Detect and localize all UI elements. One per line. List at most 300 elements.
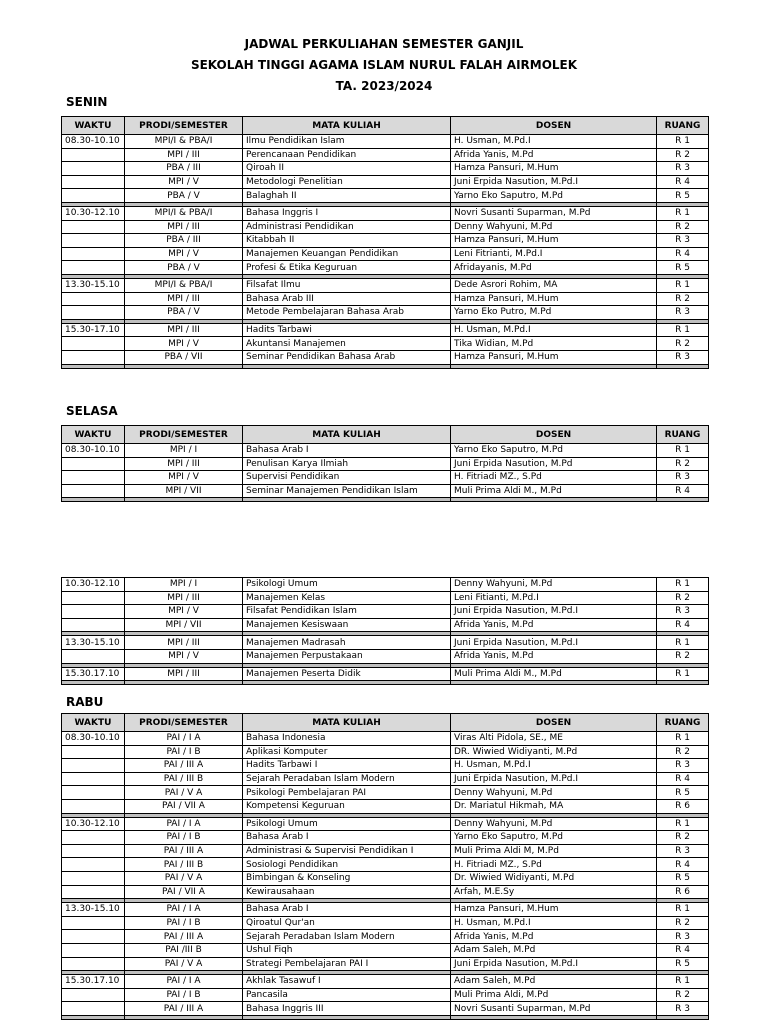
- cell-dosen: Hamza Pansuri, M.Hum: [451, 292, 657, 306]
- cell-ruang: R 3: [657, 306, 709, 320]
- cell-ruang: R 1: [657, 135, 709, 149]
- table-row: [62, 844, 709, 858]
- cell-dosen: Muli Prima Aldi, M.Pd: [451, 988, 657, 1002]
- cell-dosen: Afridayanis, M.Pd: [451, 261, 657, 275]
- group-separator: [62, 498, 709, 502]
- cell-waktu: [62, 649, 125, 663]
- cell-waktu: [62, 306, 125, 320]
- cell-prodi: MPI / VII: [125, 618, 243, 632]
- table-row: [62, 799, 709, 813]
- cell-waktu: [62, 591, 125, 605]
- cell-dosen: Hamza Pansuri, M.Hum: [451, 234, 657, 248]
- cell-mata-kuliah: Manajemen Kelas: [243, 591, 451, 605]
- schedule-table-senin: [61, 116, 709, 369]
- separator-cell: [243, 681, 451, 685]
- column-header-prodi: PRODI/SEMESTER: [125, 714, 243, 732]
- cell-dosen: Novri Susanti Suparman, M.Pd: [451, 206, 657, 220]
- column-header-ruang: RUANG: [657, 714, 709, 732]
- cell-mata-kuliah: Bahasa Inggris III: [243, 1002, 451, 1016]
- cell-ruang: R 3: [657, 605, 709, 619]
- cell-prodi: MPI / I: [125, 444, 243, 458]
- cell-dosen: Afrida Yanis, M.Pd: [451, 930, 657, 944]
- cell-prodi: PAI / VII A: [125, 885, 243, 899]
- cell-dosen: Novri Susanti Suparman, M.Pd: [451, 1002, 657, 1016]
- cell-ruang: R 5: [657, 189, 709, 203]
- cell-prodi: MPI / V: [125, 649, 243, 663]
- separator-cell: [125, 498, 243, 502]
- cell-waktu: 15.30.17.10: [62, 667, 125, 681]
- cell-dosen: Denny Wahyuni, M.Pd: [451, 786, 657, 800]
- cell-prodi: MPI / VII: [125, 484, 243, 498]
- cell-prodi: MPI / V: [125, 471, 243, 485]
- cell-ruang: R 3: [657, 844, 709, 858]
- cell-dosen: H. Usman, M.Pd.I: [451, 916, 657, 930]
- cell-waktu: [62, 844, 125, 858]
- cell-prodi: MPI / III: [125, 323, 243, 337]
- table-row: [62, 759, 709, 773]
- column-header-waktu: WAKTU: [62, 426, 125, 444]
- cell-mata-kuliah: Supervisi Pendidikan: [243, 471, 451, 485]
- day-label-rabu: RABU: [66, 695, 104, 709]
- cell-ruang: R 1: [657, 323, 709, 337]
- cell-dosen: Afrida Yanis, M.Pd: [451, 618, 657, 632]
- cell-dosen: H. Usman, M.Pd.I: [451, 323, 657, 337]
- cell-mata-kuliah: Sejarah Peradaban Islam Modern: [243, 930, 451, 944]
- cell-waktu: [62, 943, 125, 957]
- cell-waktu: [62, 957, 125, 971]
- table-row: [62, 636, 709, 650]
- group-separator: [62, 1015, 709, 1019]
- group-separator: [62, 681, 709, 685]
- cell-ruang: R 1: [657, 903, 709, 917]
- table-row: [62, 916, 709, 930]
- cell-ruang: R 2: [657, 745, 709, 759]
- separator-cell: [657, 364, 709, 368]
- title-line-2: SEKOLAH TINGGI AGAMA ISLAM NURUL FALAH AIRMOLEK: [190, 58, 578, 72]
- table-row: [62, 135, 709, 149]
- cell-ruang: R 3: [657, 350, 709, 364]
- table-row: [62, 323, 709, 337]
- cell-mata-kuliah: Kitabbah II: [243, 234, 451, 248]
- cell-waktu: [62, 1002, 125, 1016]
- cell-waktu: [62, 261, 125, 275]
- cell-dosen: Dr. Mariatul Hikmah, MA: [451, 799, 657, 813]
- cell-ruang: R 1: [657, 444, 709, 458]
- cell-prodi: MPI / V: [125, 605, 243, 619]
- cell-mata-kuliah: Bahasa Indonesia: [243, 732, 451, 746]
- cell-prodi: PBA / III: [125, 234, 243, 248]
- cell-prodi: PAI /III B: [125, 943, 243, 957]
- cell-mata-kuliah: Strategi Pembelajaran PAI I: [243, 957, 451, 971]
- column-header-mata-kuliah: MATA KULIAH: [243, 714, 451, 732]
- cell-dosen: Yarno Eko Saputro, M.Pd: [451, 189, 657, 203]
- table-row: [62, 457, 709, 471]
- cell-waktu: [62, 930, 125, 944]
- cell-ruang: R 1: [657, 732, 709, 746]
- cell-waktu: [62, 988, 125, 1002]
- cell-waktu: 15.30.17.10: [62, 975, 125, 989]
- table-row: [62, 247, 709, 261]
- cell-prodi: MPI / III: [125, 667, 243, 681]
- separator-cell: [451, 364, 657, 368]
- cell-dosen: Juni Erpida Nasution, M.Pd: [451, 457, 657, 471]
- cell-prodi: PBA / V: [125, 261, 243, 275]
- cell-prodi: PAI / I A: [125, 732, 243, 746]
- title-line-1: JADWAL PERKULIAHAN SEMESTER GANJIL: [244, 37, 524, 51]
- cell-waktu: 10.30-12.10: [62, 578, 125, 592]
- cell-ruang: R 1: [657, 636, 709, 650]
- cell-waktu: [62, 871, 125, 885]
- cell-mata-kuliah: Filsafat Ilmu: [243, 278, 451, 292]
- title-line-3: TA. 2023/2024: [335, 79, 433, 93]
- separator-cell: [62, 498, 125, 502]
- cell-dosen: Yarno Eko Saputro, M.Pd: [451, 831, 657, 845]
- cell-dosen: Denny Wahyuni, M.Pd: [451, 220, 657, 234]
- cell-waktu: [62, 484, 125, 498]
- table-row: [62, 471, 709, 485]
- cell-mata-kuliah: Bahasa Arab I: [243, 444, 451, 458]
- table-row: [62, 278, 709, 292]
- cell-dosen: Muli Prima Aldi M., M.Pd: [451, 484, 657, 498]
- cell-mata-kuliah: Psikologi Umum: [243, 578, 451, 592]
- separator-cell: [243, 364, 451, 368]
- cell-dosen: Hamza Pansuri, M.Hum: [451, 350, 657, 364]
- cell-waktu: [62, 162, 125, 176]
- cell-ruang: R 3: [657, 1002, 709, 1016]
- cell-ruang: R 2: [657, 591, 709, 605]
- table-row: [62, 903, 709, 917]
- table-row: [62, 930, 709, 944]
- table-row: [62, 957, 709, 971]
- cell-dosen: Viras Alti Pidola, SE., ME: [451, 732, 657, 746]
- document-title: [0, 34, 768, 97]
- cell-mata-kuliah: Akuntansi Manajemen: [243, 337, 451, 351]
- cell-dosen: Dr. Wiwied Widiyanti, M.Pd: [451, 871, 657, 885]
- table-row: [62, 943, 709, 957]
- table-row: [62, 261, 709, 275]
- cell-prodi: PAI / III A: [125, 844, 243, 858]
- cell-prodi: PAI / I B: [125, 988, 243, 1002]
- cell-prodi: MPI / III: [125, 636, 243, 650]
- cell-dosen: Denny Wahyuni, M.Pd: [451, 817, 657, 831]
- cell-ruang: R 3: [657, 471, 709, 485]
- cell-waktu: [62, 471, 125, 485]
- cell-ruang: R 4: [657, 943, 709, 957]
- table-row: [62, 975, 709, 989]
- cell-dosen: Adam Saleh, M.Pd: [451, 975, 657, 989]
- cell-waktu: [62, 916, 125, 930]
- cell-dosen: H. Fitriadi MZ., S.Pd: [451, 471, 657, 485]
- cell-prodi: MPI / I: [125, 578, 243, 592]
- cell-mata-kuliah: Pancasila: [243, 988, 451, 1002]
- cell-waktu: [62, 350, 125, 364]
- cell-mata-kuliah: Profesi & Etika Keguruan: [243, 261, 451, 275]
- cell-waktu: [62, 799, 125, 813]
- cell-ruang: R 5: [657, 871, 709, 885]
- cell-waktu: [62, 292, 125, 306]
- cell-prodi: MPI/I & PBA/I: [125, 135, 243, 149]
- separator-cell: [62, 681, 125, 685]
- table-row: [62, 337, 709, 351]
- cell-ruang: R 4: [657, 247, 709, 261]
- table-row: [62, 578, 709, 592]
- cell-ruang: R 2: [657, 916, 709, 930]
- column-header-dosen: DOSEN: [451, 714, 657, 732]
- cell-waktu: [62, 885, 125, 899]
- cell-prodi: PBA / VII: [125, 350, 243, 364]
- separator-cell: [657, 498, 709, 502]
- cell-waktu: [62, 786, 125, 800]
- table-row: [62, 988, 709, 1002]
- cell-mata-kuliah: Manajemen Kesiswaan: [243, 618, 451, 632]
- table-row: [62, 858, 709, 872]
- cell-mata-kuliah: Akhlak Tasawuf I: [243, 975, 451, 989]
- table-row: [62, 148, 709, 162]
- table-row: [62, 1002, 709, 1016]
- cell-ruang: R 3: [657, 759, 709, 773]
- cell-mata-kuliah: Metodologi Penelitian: [243, 175, 451, 189]
- table-row: [62, 745, 709, 759]
- cell-waktu: [62, 772, 125, 786]
- cell-prodi: PAI / VII A: [125, 799, 243, 813]
- cell-ruang: R 4: [657, 484, 709, 498]
- cell-mata-kuliah: Qiroah II: [243, 162, 451, 176]
- column-header-mata-kuliah: MATA KULIAH: [243, 426, 451, 444]
- cell-mata-kuliah: Penulisan Karya Ilmiah: [243, 457, 451, 471]
- table-row: [62, 162, 709, 176]
- column-header-ruang: RUANG: [657, 117, 709, 135]
- cell-prodi: MPI/I & PBA/I: [125, 278, 243, 292]
- column-header-ruang: RUANG: [657, 426, 709, 444]
- cell-mata-kuliah: Psikologi Umum: [243, 817, 451, 831]
- cell-prodi: MPI / V: [125, 337, 243, 351]
- cell-waktu: [62, 858, 125, 872]
- cell-ruang: R 2: [657, 220, 709, 234]
- table-row: [62, 591, 709, 605]
- cell-mata-kuliah: Sejarah Peradaban Islam Modern: [243, 772, 451, 786]
- separator-cell: [125, 681, 243, 685]
- cell-mata-kuliah: Balaghah II: [243, 189, 451, 203]
- cell-mata-kuliah: Perencanaan Pendidikan: [243, 148, 451, 162]
- cell-ruang: R 2: [657, 292, 709, 306]
- column-header-waktu: WAKTU: [62, 714, 125, 732]
- separator-cell: [62, 1015, 125, 1019]
- separator-cell: [657, 681, 709, 685]
- cell-prodi: PAI / I A: [125, 903, 243, 917]
- cell-prodi: MPI / III: [125, 148, 243, 162]
- table-row: [62, 732, 709, 746]
- cell-waktu: 13.30-15.10: [62, 636, 125, 650]
- separator-cell: [451, 498, 657, 502]
- cell-ruang: R 4: [657, 772, 709, 786]
- cell-mata-kuliah: Seminar Pendidikan Bahasa Arab: [243, 350, 451, 364]
- cell-mata-kuliah: Manajemen Peserta Didik: [243, 667, 451, 681]
- cell-waktu: 13.30-15.10: [62, 903, 125, 917]
- cell-waktu: [62, 148, 125, 162]
- cell-waktu: [62, 189, 125, 203]
- table-row: [62, 189, 709, 203]
- cell-dosen: Juni Erpida Nasution, M.Pd.I: [451, 957, 657, 971]
- cell-mata-kuliah: Hadits Tarbawi I: [243, 759, 451, 773]
- cell-mata-kuliah: Administrasi & Supervisi Pendidikan I: [243, 844, 451, 858]
- cell-ruang: R 4: [657, 858, 709, 872]
- cell-prodi: PAI / I A: [125, 975, 243, 989]
- cell-prodi: MPI / III: [125, 457, 243, 471]
- cell-prodi: PAI / I A: [125, 817, 243, 831]
- cell-prodi: MPI / III: [125, 220, 243, 234]
- cell-ruang: R 1: [657, 975, 709, 989]
- cell-dosen: H. Usman, M.Pd.I: [451, 135, 657, 149]
- cell-ruang: R 5: [657, 261, 709, 275]
- cell-dosen: Hamza Pansuri, M.Hum: [451, 162, 657, 176]
- separator-cell: [243, 498, 451, 502]
- cell-ruang: R 2: [657, 457, 709, 471]
- header-row: [62, 714, 709, 732]
- cell-prodi: MPI / V: [125, 247, 243, 261]
- cell-mata-kuliah: Bahasa Arab I: [243, 831, 451, 845]
- table-row: [62, 306, 709, 320]
- cell-waktu: 08.30-10.10: [62, 135, 125, 149]
- cell-waktu: 15.30-17.10: [62, 323, 125, 337]
- cell-prodi: PAI / III A: [125, 1002, 243, 1016]
- cell-mata-kuliah: Bimbingan & Konseling: [243, 871, 451, 885]
- cell-prodi: PAI / I B: [125, 745, 243, 759]
- cell-ruang: R 2: [657, 988, 709, 1002]
- cell-ruang: R 2: [657, 649, 709, 663]
- cell-prodi: PAI / III B: [125, 858, 243, 872]
- table-row: [62, 220, 709, 234]
- header-row: [62, 426, 709, 444]
- cell-mata-kuliah: Bahasa Arab III: [243, 292, 451, 306]
- separator-cell: [243, 1015, 451, 1019]
- cell-ruang: R 1: [657, 817, 709, 831]
- table-row: [62, 605, 709, 619]
- cell-ruang: R 3: [657, 930, 709, 944]
- cell-prodi: PAI / III A: [125, 759, 243, 773]
- cell-ruang: R 2: [657, 148, 709, 162]
- cell-dosen: Muli Prima Aldi M., M.Pd: [451, 667, 657, 681]
- cell-waktu: [62, 175, 125, 189]
- cell-dosen: Juni Erpida Nasution, M.Pd.I: [451, 636, 657, 650]
- cell-waktu: 13.30-15.10: [62, 278, 125, 292]
- header-row: [62, 117, 709, 135]
- cell-waktu: 10.30-12.10: [62, 206, 125, 220]
- cell-dosen: H. Usman, M.Pd.I: [451, 759, 657, 773]
- cell-ruang: R 5: [657, 786, 709, 800]
- cell-ruang: R 5: [657, 957, 709, 971]
- cell-prodi: PAI / V A: [125, 957, 243, 971]
- cell-mata-kuliah: Filsafat Pendidikan Islam: [243, 605, 451, 619]
- cell-ruang: R 6: [657, 799, 709, 813]
- cell-prodi: MPI / III: [125, 591, 243, 605]
- cell-dosen: DR. Wiwied Widiyanti, M.Pd: [451, 745, 657, 759]
- cell-waktu: 08.30-10.10: [62, 732, 125, 746]
- cell-ruang: R 1: [657, 206, 709, 220]
- cell-waktu: [62, 247, 125, 261]
- cell-mata-kuliah: Sosiologi Pendidikan: [243, 858, 451, 872]
- cell-mata-kuliah: Bahasa Arab I: [243, 903, 451, 917]
- table-row: [62, 175, 709, 189]
- cell-dosen: Leni Fitianti, M.Pd.I: [451, 591, 657, 605]
- separator-cell: [451, 1015, 657, 1019]
- cell-ruang: R 1: [657, 578, 709, 592]
- cell-mata-kuliah: Metode Pembelajaran Bahasa Arab: [243, 306, 451, 320]
- cell-mata-kuliah: Seminar Manajemen Pendidikan Islam: [243, 484, 451, 498]
- cell-mata-kuliah: Bahasa Inggris I: [243, 206, 451, 220]
- table-row: [62, 772, 709, 786]
- table-row: [62, 817, 709, 831]
- cell-mata-kuliah: Ilmu Pendidikan Islam: [243, 135, 451, 149]
- cell-mata-kuliah: Aplikasi Komputer: [243, 745, 451, 759]
- cell-prodi: PAI / I B: [125, 831, 243, 845]
- cell-prodi: PAI / I B: [125, 916, 243, 930]
- column-header-waktu: WAKTU: [62, 117, 125, 135]
- cell-ruang: R 3: [657, 234, 709, 248]
- table-row: [62, 444, 709, 458]
- cell-dosen: H. Fitriadi MZ., S.Pd: [451, 858, 657, 872]
- cell-prodi: MPI / III: [125, 292, 243, 306]
- cell-dosen: Juni Erpida Nasution, M.Pd.I: [451, 605, 657, 619]
- cell-ruang: R 4: [657, 175, 709, 189]
- cell-dosen: Afrida Yanis, M.Pd: [451, 649, 657, 663]
- cell-waktu: [62, 831, 125, 845]
- cell-ruang: R 1: [657, 667, 709, 681]
- schedule-table-selasa: [61, 425, 709, 502]
- cell-waktu: [62, 457, 125, 471]
- table-row: [62, 234, 709, 248]
- cell-ruang: R 3: [657, 162, 709, 176]
- schedule-table-selasa-continued: [61, 577, 709, 685]
- cell-prodi: PAI / III A: [125, 930, 243, 944]
- separator-cell: [451, 681, 657, 685]
- cell-mata-kuliah: Hadits Tarbawi: [243, 323, 451, 337]
- table-row: [62, 618, 709, 632]
- cell-ruang: R 1: [657, 278, 709, 292]
- cell-waktu: [62, 605, 125, 619]
- cell-dosen: Leni Fitrianti, M.Pd.I: [451, 247, 657, 261]
- table-row: [62, 292, 709, 306]
- cell-prodi: PAI / V A: [125, 871, 243, 885]
- cell-ruang: R 2: [657, 337, 709, 351]
- cell-dosen: Arfah, M.E.Sy: [451, 885, 657, 899]
- table-row: [62, 831, 709, 845]
- cell-prodi: PAI / V A: [125, 786, 243, 800]
- cell-dosen: Muli Prima Aldi M, M.Pd: [451, 844, 657, 858]
- cell-prodi: PAI / III B: [125, 772, 243, 786]
- day-label-selasa: SELASA: [66, 404, 118, 418]
- cell-dosen: Juni Erpida Nasution, M.Pd.I: [451, 175, 657, 189]
- cell-waktu: 08.30-10.10: [62, 444, 125, 458]
- table-row: [62, 885, 709, 899]
- table-row: [62, 667, 709, 681]
- cell-waktu: 10.30-12.10: [62, 817, 125, 831]
- separator-cell: [125, 1015, 243, 1019]
- column-header-prodi: PRODI/SEMESTER: [125, 426, 243, 444]
- cell-mata-kuliah: Manajemen Madrasah: [243, 636, 451, 650]
- column-header-dosen: DOSEN: [451, 426, 657, 444]
- cell-waktu: [62, 220, 125, 234]
- group-separator: [62, 364, 709, 368]
- cell-dosen: Yarno Eko Saputro, M.Pd: [451, 444, 657, 458]
- cell-waktu: [62, 337, 125, 351]
- separator-cell: [657, 1015, 709, 1019]
- day-label-senin: SENIN: [66, 95, 108, 109]
- table-row: [62, 206, 709, 220]
- cell-dosen: Yarno Eko Putro, M.Pd: [451, 306, 657, 320]
- cell-mata-kuliah: Kewirausahaan: [243, 885, 451, 899]
- cell-mata-kuliah: Manajemen Perpustakaan: [243, 649, 451, 663]
- cell-dosen: Adam Saleh, M.Pd: [451, 943, 657, 957]
